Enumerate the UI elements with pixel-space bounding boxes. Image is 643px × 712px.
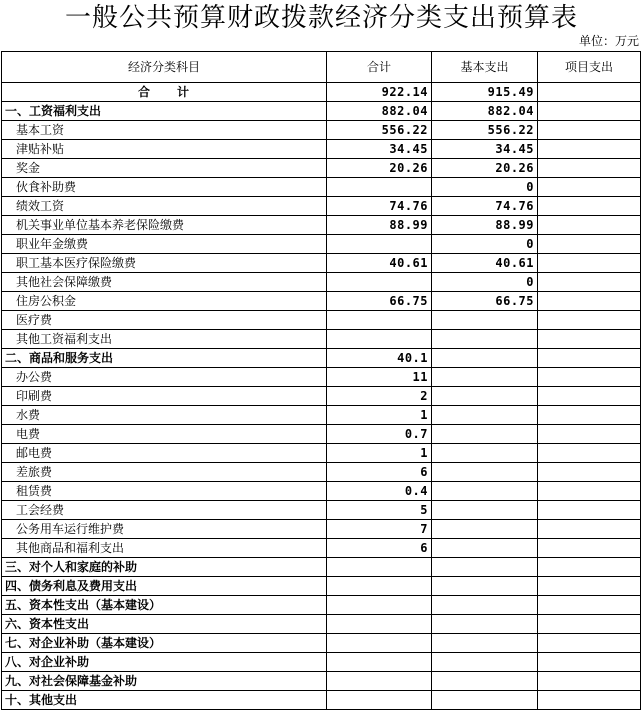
table-row	[2, 349, 641, 368]
row-label: 津贴补贴	[2, 140, 327, 159]
table-row	[2, 102, 641, 121]
row-label: 绩效工资	[2, 197, 327, 216]
total-row-label: 合 计	[2, 83, 327, 102]
row-label: 医疗费	[2, 311, 327, 330]
row-basic: 74.76	[432, 197, 538, 216]
row-basic: 40.61	[432, 254, 538, 273]
row-project	[538, 425, 641, 444]
row-basic	[432, 311, 538, 330]
table-row	[2, 368, 641, 387]
row-total: 0.4	[327, 482, 432, 501]
row-total	[327, 558, 432, 577]
row-total: 5	[327, 501, 432, 520]
total-row-total: 922.14	[327, 83, 432, 102]
row-total	[327, 235, 432, 254]
row-basic	[432, 387, 538, 406]
row-project	[538, 520, 641, 539]
row-basic: 34.45	[432, 140, 538, 159]
row-label: 八、对企业补助	[2, 653, 327, 672]
row-total: 0.7	[327, 425, 432, 444]
row-project	[538, 197, 641, 216]
row-basic: 0	[432, 273, 538, 292]
row-project	[538, 121, 641, 140]
row-label: 三、对个人和家庭的补助	[2, 558, 327, 577]
row-basic: 66.75	[432, 292, 538, 311]
row-label: 其他社会保障缴费	[2, 273, 327, 292]
row-label: 邮电费	[2, 444, 327, 463]
table-row	[2, 235, 641, 254]
row-project	[538, 254, 641, 273]
row-basic: 882.04	[432, 102, 538, 121]
row-label: 租赁费	[2, 482, 327, 501]
row-project	[538, 102, 641, 121]
table-row	[2, 121, 641, 140]
row-basic	[432, 444, 538, 463]
row-basic	[432, 615, 538, 634]
row-label: 印刷费	[2, 387, 327, 406]
table-row	[2, 444, 641, 463]
column-header-basic: 基本支出	[432, 52, 538, 83]
row-total: 1	[327, 406, 432, 425]
row-basic: 20.26	[432, 159, 538, 178]
table-row	[2, 330, 641, 349]
row-total: 2	[327, 387, 432, 406]
table-row	[2, 653, 641, 672]
row-total: 6	[327, 539, 432, 558]
row-project	[538, 577, 641, 596]
table-row	[2, 672, 641, 691]
row-basic	[432, 330, 538, 349]
row-project	[538, 159, 641, 178]
row-basic	[432, 501, 538, 520]
row-total	[327, 178, 432, 197]
row-label: 职业年金缴费	[2, 235, 327, 254]
column-header-category: 经济分类科目	[2, 52, 327, 83]
row-total	[327, 691, 432, 710]
row-project	[538, 330, 641, 349]
row-basic	[432, 368, 538, 387]
table-row	[2, 691, 641, 710]
row-project	[538, 444, 641, 463]
table-row	[2, 463, 641, 482]
column-header-total: 合计	[327, 52, 432, 83]
row-total: 882.04	[327, 102, 432, 121]
row-label: 办公费	[2, 368, 327, 387]
row-basic	[432, 482, 538, 501]
row-project	[538, 482, 641, 501]
table-row	[2, 406, 641, 425]
row-project	[538, 292, 641, 311]
row-project	[538, 140, 641, 159]
table-row	[2, 197, 641, 216]
row-total	[327, 330, 432, 349]
row-basic	[432, 349, 538, 368]
row-total	[327, 615, 432, 634]
row-project	[538, 463, 641, 482]
row-total	[327, 672, 432, 691]
row-basic	[432, 596, 538, 615]
row-total: 1	[327, 444, 432, 463]
row-total: 11	[327, 368, 432, 387]
total-row-project	[538, 83, 641, 102]
row-project	[538, 653, 641, 672]
row-total: 40.1	[327, 349, 432, 368]
row-total	[327, 311, 432, 330]
row-label: 二、商品和服务支出	[2, 349, 327, 368]
row-basic: 0	[432, 235, 538, 254]
table-row	[2, 539, 641, 558]
row-basic	[432, 520, 538, 539]
row-total	[327, 653, 432, 672]
row-basic	[432, 653, 538, 672]
row-total	[327, 577, 432, 596]
table-row	[2, 482, 641, 501]
row-project	[538, 634, 641, 653]
table-row	[2, 577, 641, 596]
row-basic	[432, 558, 538, 577]
table-header-row	[2, 52, 641, 83]
table-row	[2, 425, 641, 444]
row-project	[538, 501, 641, 520]
row-label: 六、资本性支出	[2, 615, 327, 634]
row-total: 7	[327, 520, 432, 539]
row-total: 20.26	[327, 159, 432, 178]
row-project	[538, 349, 641, 368]
row-project	[538, 235, 641, 254]
table-row	[2, 273, 641, 292]
row-total: 556.22	[327, 121, 432, 140]
row-project	[538, 368, 641, 387]
row-project	[538, 311, 641, 330]
row-label: 奖金	[2, 159, 327, 178]
row-label: 职工基本医疗保险缴费	[2, 254, 327, 273]
row-total	[327, 273, 432, 292]
row-label: 机关事业单位基本养老保险缴费	[2, 216, 327, 235]
total-row-basic: 915.49	[432, 83, 538, 102]
table-row	[2, 596, 641, 615]
table-row	[2, 387, 641, 406]
row-project	[538, 691, 641, 710]
row-basic	[432, 539, 538, 558]
row-total: 6	[327, 463, 432, 482]
table-row	[2, 292, 641, 311]
row-basic	[432, 463, 538, 482]
row-total: 34.45	[327, 140, 432, 159]
row-label: 十、其他支出	[2, 691, 327, 710]
row-label: 水费	[2, 406, 327, 425]
row-label: 差旅费	[2, 463, 327, 482]
row-project	[538, 387, 641, 406]
page-title: 一般公共预算财政拨款经济分类支出预算表	[64, 3, 578, 33]
row-project	[538, 558, 641, 577]
row-project	[538, 216, 641, 235]
row-total	[327, 634, 432, 653]
row-project	[538, 178, 641, 197]
unit-label: 单位：万元	[578, 34, 639, 48]
table-row	[2, 159, 641, 178]
row-basic: 88.99	[432, 216, 538, 235]
row-label: 伙食补助费	[2, 178, 327, 197]
table-row	[2, 501, 641, 520]
total-row	[2, 83, 641, 102]
row-label: 九、对社会保障基金补助	[2, 672, 327, 691]
table-row	[2, 178, 641, 197]
budget-table	[1, 51, 641, 710]
table-row	[2, 615, 641, 634]
row-label: 一、工资福利支出	[2, 102, 327, 121]
row-total: 88.99	[327, 216, 432, 235]
table-row	[2, 140, 641, 159]
row-label: 四、债务利息及费用支出	[2, 577, 327, 596]
row-label: 其他工资福利支出	[2, 330, 327, 349]
table-row	[2, 558, 641, 577]
row-project	[538, 672, 641, 691]
row-basic	[432, 634, 538, 653]
table-row	[2, 634, 641, 653]
row-label: 住房公积金	[2, 292, 327, 311]
row-label: 五、资本性支出（基本建设）	[2, 596, 327, 615]
row-label: 七、对企业补助（基本建设）	[2, 634, 327, 653]
row-basic	[432, 425, 538, 444]
row-total: 74.76	[327, 197, 432, 216]
column-header-project: 项目支出	[538, 52, 641, 83]
row-basic	[432, 577, 538, 596]
row-total: 40.61	[327, 254, 432, 273]
table-row	[2, 216, 641, 235]
row-label: 工会经费	[2, 501, 327, 520]
table-row	[2, 254, 641, 273]
row-basic: 0	[432, 178, 538, 197]
row-project	[538, 615, 641, 634]
row-project	[538, 273, 641, 292]
row-project	[538, 596, 641, 615]
row-total: 66.75	[327, 292, 432, 311]
table-body	[2, 52, 641, 710]
row-total	[327, 596, 432, 615]
row-label: 其他商品和福利支出	[2, 539, 327, 558]
row-project	[538, 539, 641, 558]
row-basic	[432, 672, 538, 691]
row-basic	[432, 406, 538, 425]
row-label: 基本工资	[2, 121, 327, 140]
row-basic: 556.22	[432, 121, 538, 140]
row-basic	[432, 691, 538, 710]
table-row	[2, 520, 641, 539]
row-project	[538, 406, 641, 425]
table-row	[2, 311, 641, 330]
row-label: 公务用车运行维护费	[2, 520, 327, 539]
row-label: 电费	[2, 425, 327, 444]
